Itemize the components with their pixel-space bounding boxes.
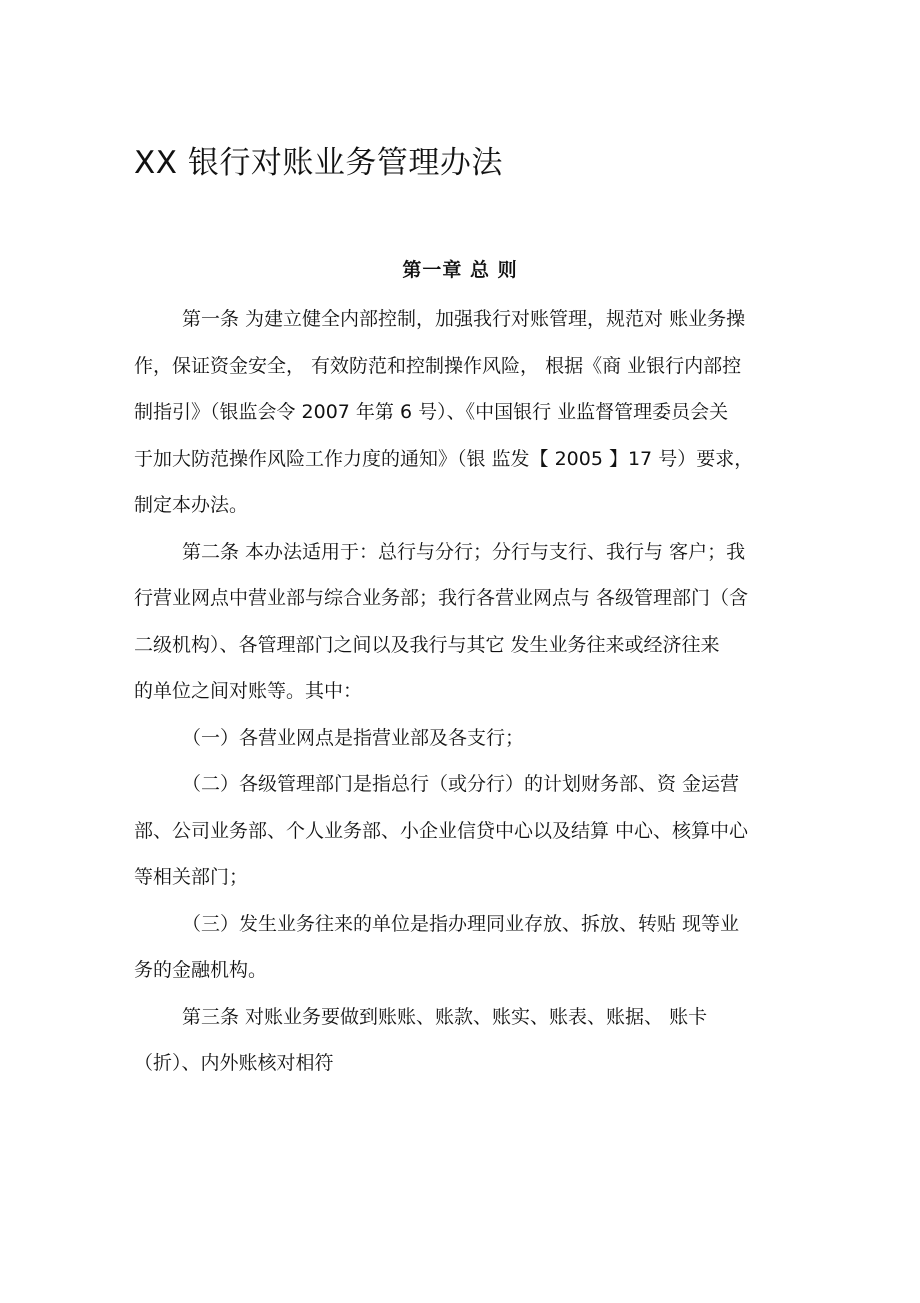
item-2-line-1: （二）各级管理部门是指总行（或分行）的计划财务部、资 金运营 <box>182 773 740 795</box>
article-3-line-2: （折）、内外账核对相符 <box>134 1052 334 1074</box>
article-1-line-3: 制指引》（银监会令 2007 年第 6 号）、《中国银行 业监督管理委员会关 <box>134 401 729 423</box>
article-1-line-1: 第一条 为建立健全内部控制，加强我行对账管理，规范对 账业务操 <box>182 308 746 330</box>
article-1-line-2: 作，保证资金安全， 有效防范和控制操作风险， 根据《商 业银行内部控 <box>134 354 742 377</box>
item-3-line-1: （三）发生业务往来的单位是指办理同业存放、拆放、转贴 现等业 <box>182 912 740 935</box>
document-body <box>134 296 786 1087</box>
item-2-line-3: 等相关部门； <box>134 866 249 888</box>
item-3-line-2: 务的金融机构。 <box>134 959 268 981</box>
document-title: XX 银行对账业务管理办法 <box>134 145 503 181</box>
article-1-line-5: 制定本办法。 <box>134 494 249 516</box>
article-2-line-3: 二级机构）、各管理部门之间以及我行与其它 发生业务往来或经济往来 <box>134 633 720 656</box>
item-1-line-1: （一）各营业网点是指营业部及各支行； <box>182 726 525 749</box>
article-1-line-4: 于加大防范操作风险工作力度的通知》（银 监发【 2005 】17 号）要求， <box>134 447 754 470</box>
item-2-line-2: 部、公司业务部、个人业务部、小企业信贷中心以及结算 中心、核算中心 <box>134 819 749 842</box>
article-3-line-1: 第三条 对账业务要做到账账、账款、账实、账表、账据、 账卡 <box>182 1005 708 1028</box>
article-2-line-1: 第二条 本办法适用于：总行与分行；分行与支行、我行与 客户；我 <box>182 540 746 563</box>
article-2-line-4: 的单位之间对账等。其中： <box>134 680 363 702</box>
article-2-line-2: 行营业网点中营业部与综合业务部；我行各营业网点与 各级管理部门（含 <box>134 587 749 609</box>
chapter-heading: 第一章 总 则 <box>402 259 518 281</box>
